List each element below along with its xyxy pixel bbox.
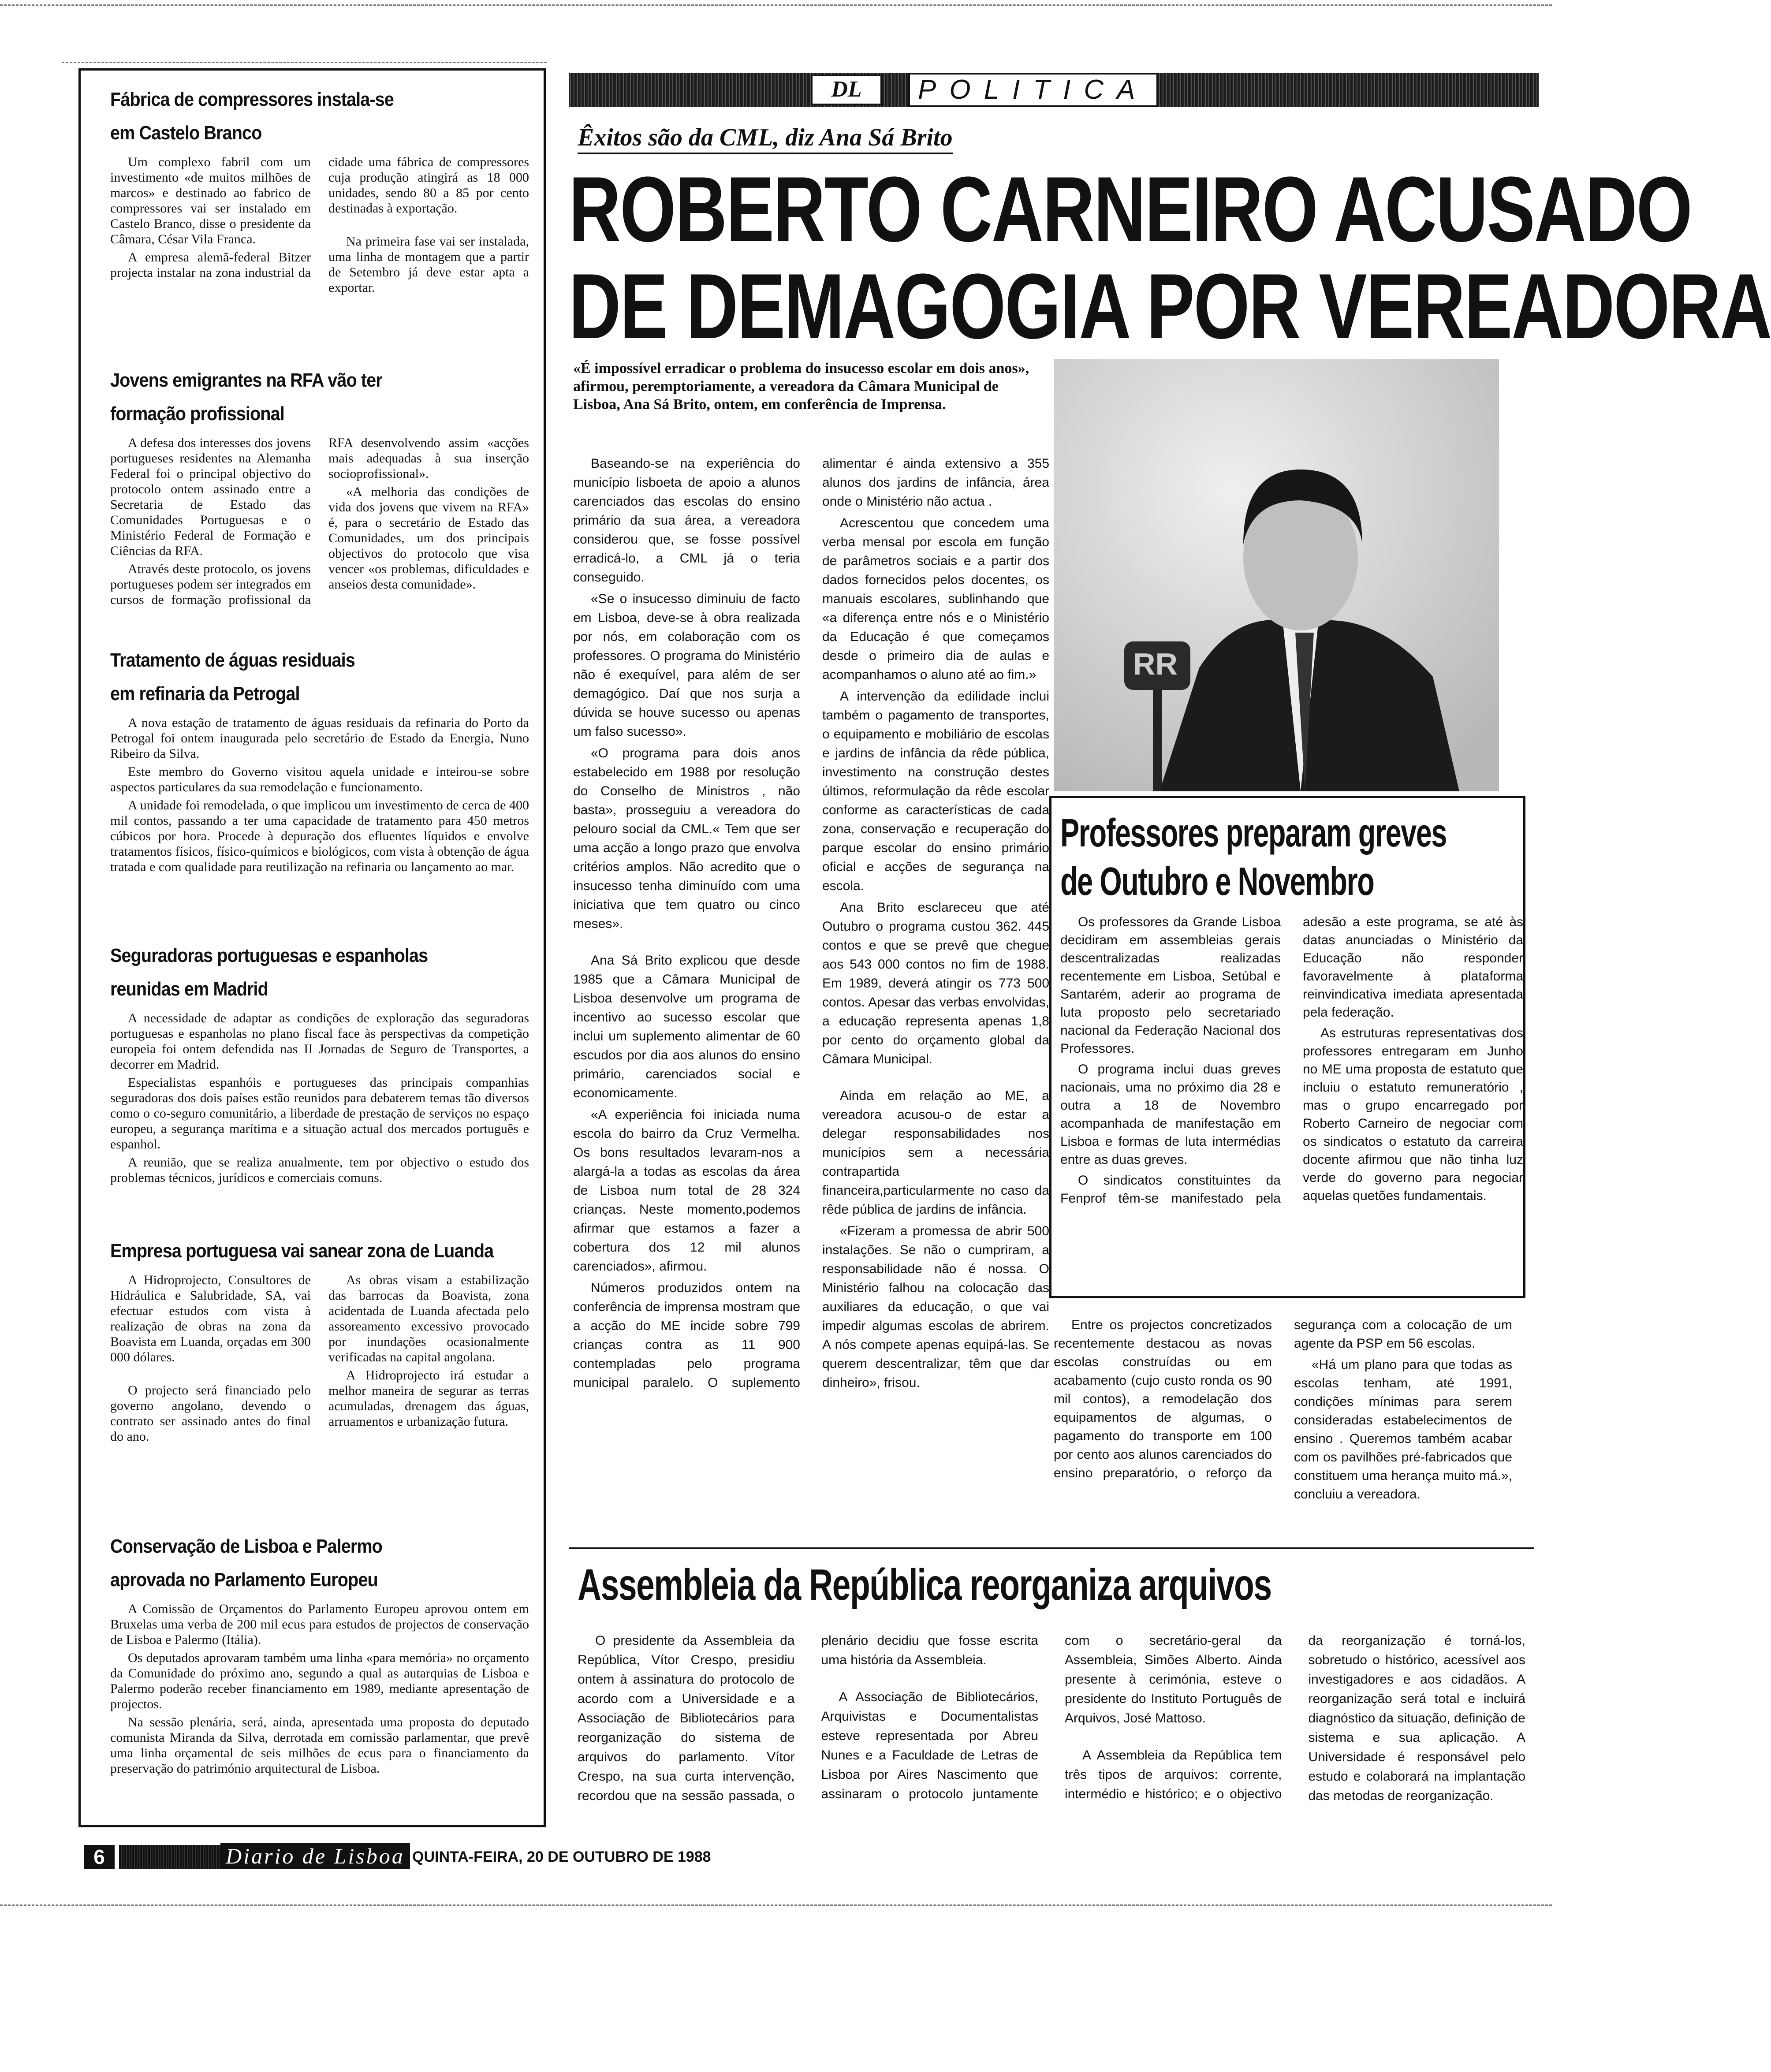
- scan-edge-bottom: [0, 1904, 1552, 1906]
- assembleia-rule: [569, 1547, 1534, 1549]
- paragraph: A Hidroprojecto, Consultores de Hidráulica e Salubridade, SA, vai efectuar estudos com vista à realização de obras na zona da Boavista em Luanda, orçadas em 300 000 dólares.: [110, 1273, 311, 1364]
- professores-story: [1060, 809, 1523, 1275]
- paragraph: Números produzidos ontem na conferência de imprensa mostram que a acção do ME incide sobre 799 crianças contra as 11 900 contempladas pelo programa municipal paralelo. O suplemento alimentar é ainda extensivo a 355 alunos dos jardins de infância, área onde o Ministério não actua .: [573, 456, 1049, 1390]
- paragraph: Os deputados aprovaram também uma linha «para memória» no orçamento da Comunidade do próximo ano, segundo a qual as autarquias de Lisboa e Palermo poderão receber financiamento em 1989, mediante apresentação de projectos.: [110, 1651, 529, 1711]
- paragraph: Ainda em relação ao ME, a vereadora acusou-o de estar a delegar responsabilidades nos municípios sem a necessária contrapartida financeira,particularmente no caso da rêde pública de jardins de infância.: [822, 1088, 1049, 1217]
- paragraph: O sindicatos constituintes da Fenprof têm-se manifestado pela adesão a este programa, se até às datas anunciadas o Ministério da Educação não responder favoravelmente à plataforma reinvindicativa imediata apresentada pela federação.: [1060, 915, 1523, 1206]
- brief-fabrica: [110, 78, 529, 339]
- main-headline-line1: ROBERTO CARNEIRO ACUSADO: [569, 157, 1692, 261]
- brief-body: [110, 1010, 529, 1185]
- date-line: QUINTA-FEIRA, 20 DE OUTUBRO DE 1988: [412, 1848, 711, 1865]
- paragraph: Na primeira fase vai ser instalada, uma linha de montagem que a partir de Setembro já deve estar apta a exportar.: [328, 234, 529, 295]
- paragraph: As estruturas representativas dos professores entregaram em Junho no ME uma proposta de estatuto que incluiu o estatuto remuneratório , mas o grupo encarregado por Roberto Carneiro de negociar com os sindicatos o estatuto da carreira docente afirmou que não tinha luz verde do governo para negociar aquelas quetões fundamentais.: [1303, 1026, 1523, 1203]
- paragraph: «Se o insucesso diminuiu de facto em Lisboa, deve-se à obra realizada por nós, em colaboração com os professores. O programa do Ministério não é exequível, para além de ser demagógico. Daí que nos surja a dúvida se houve sucesso ou apenas um falso sucesso».: [573, 592, 800, 739]
- main-story-body: [573, 454, 1049, 1530]
- brief-jovens: [110, 359, 529, 638]
- paragraph: A Associação de Bibliotecários, Arquivistas e Documentalistas esteve representada por Abreu Nunes e a Faculdade de Letras de Lisboa por Aires Nascimento que assinaram o protocolo juntamente com o secretário-geral da Assembleia, Simões Alberto. Ainda presente à cerimónia, esteve o presidente do Instituto Português de Arquivos, José Mattoso.: [821, 1633, 1282, 1801]
- svg-text:RR: RR: [1133, 647, 1178, 681]
- paragraph: A reunião, que se realiza anualmente, tem por objectivo o estudo dos problemas técnicos, jurídicos e comerciais comuns.: [110, 1155, 529, 1185]
- scan-edge-left-box: [62, 62, 547, 63]
- brief-headline: em Castelo Branco: [110, 122, 262, 144]
- photo-ana-sa-brito: [1054, 359, 1499, 791]
- brief-headline: aprovada no Parlamento Europeu: [110, 1569, 378, 1591]
- paragraph: A necessidade de adaptar as condições de exploração das seguradoras portuguesas e espanholas no plano fiscal face às perspectivas da competição europeia foi ontem defendida nas II Jornadas de Seguro de Transportes, a decorrer em Madrid.: [110, 1011, 529, 1072]
- brief-headline: em refinaria da Petrogal: [110, 683, 300, 704]
- brief-petrogal: [110, 639, 529, 875]
- professores-headline: de Outubro e Novembro: [1060, 860, 1374, 904]
- paragraph: Os professores da Grande Lisboa decidiram em assembleias gerais descentralizadas realizadas recentemente em Lisboa, Setúbal e Santarém, aderir ao programa de luta proposto pelo secretariado nacional da Federação Nacional dos Professores.: [1060, 915, 1281, 1056]
- paragraph: A Assembleia da República tem três tipos de arquivos: corrente, intermédio e histórico; e o objectivo da reorganização é torná-los, sobretudo o histórico, acessível aos investigadores e aos cidadãos. A reorganização será total e incluirá diagnóstico da situação, definição de sistema e sua aplicação. A Universidade é responsável pelo estudo e colaborará na implantação das metodas de reorganização.: [1065, 1633, 1525, 1803]
- paragraph: «A melhoria das condições de vida dos jovens que vivem na RFA» é, para o secretário de Estado das Comunidades, um dos principais objectivos do protocolo que visa vencer «os problemas, dificuldades e anseios desta comunidade».: [328, 484, 529, 592]
- brief-luanda: [110, 1230, 529, 1519]
- paragraph: «A experiência foi iniciada numa escola do bairro da Cruz Vermelha. Os bons resultados levaram-nos a alargá-la a todas as escolas da área de Lisboa num total de 28 324 crianças. Neste momento,podemos afirmar que estamos a fazer a cobertura dos 12 mil alunos carenciados», afirmou.: [573, 1107, 800, 1274]
- paragraph: A nova estação de tratamento de águas residuais da refinaria do Porto da Petrogal foi ontem inaugurada pelo secretário de Estado da Energia, Nuno Ribeiro da Silva.: [110, 716, 529, 761]
- paragraph: O projecto será financiado pelo governo angolano, devendo o contrato ser assinado antes do final do ano.: [110, 1383, 311, 1444]
- brief-headline: Seguradoras portuguesas e espanholas: [110, 945, 428, 966]
- assembleia-body: [578, 1631, 1525, 1834]
- paragraph: A defesa dos interesses dos jovens portugueses residentes na Alemanha Federal foi o principal objectivo do protocolo ontem assinado entre a Secretaria de Estado das Comunidades Portuguesas e o Ministério Federal de Formação e Ciências da RFA.: [110, 436, 311, 558]
- page-number: 6: [84, 1845, 115, 1869]
- main-story-continued: [1054, 1316, 1512, 1536]
- assembleia-headline: Assembleia da República reorganiza arquivos: [578, 1560, 1271, 1610]
- brief-headline: Fábrica de compressores instala-se: [110, 89, 394, 110]
- main-headline-line2: DE DEMAGOGIA POR VEREADORA: [569, 254, 1771, 358]
- paragraph: Baseando-se na experiência do município lisboeta de apoio a alunos carenciados das escolas do ensino primário da sua área, a vereadora considerou que, se fosse possível erradicá-lo, a CML já o teria conseguido.: [573, 456, 800, 585]
- main-lead: «É impossível erradicar o problema do insucesso escolar em dois anos», afirmou, peremptoriamente, a vereadora da Câmara Municipal de Lisboa, Ana Sá Brito, ontem, em conferência de Imprensa.: [573, 360, 1029, 413]
- professores-headline: Professores preparam greves: [1060, 811, 1447, 855]
- paragraph: «Fizeram a promessa de abrir 500 instalações. Se não o cumpriram, a responsabilidade não é nossa. O Ministério falhou na colocação das auxiliares da educação, o que vai impedir algumas escolas de abrirem. A nós compete apenas equipá-las. Se querem descentralizar, têm que dar dinheiro», frisou.: [822, 1224, 1049, 1390]
- brief-headline: Tratamento de águas residuais: [110, 649, 355, 671]
- paragraph: Através deste protocolo, os jovens portugueses podem ser integrados em cursos de formação profissional da RFA desenvolvendo assim «acções mais adequadas à sua inserção socioprofissional».: [110, 436, 529, 607]
- paragraph: A Hidroprojecto irá estudar a melhor maneira de segurar as terras acumuladas, drenagem das águas, arruamentos e urbanização futura.: [328, 1368, 529, 1429]
- paragraph: A unidade foi remodelada, o que implicou um investimento de cerca de 400 mil contos, passando a ter uma capacidade de tratamento para 450 metros cúbicos por hora. Procede à depuração dos efluentes líquidos e envolve tratamentos físicos, físico-químicos e biológicos, com vista à obtenção de água tratada e com qualidade para reutilização na refinaria ou lançamento ao mar.: [110, 798, 529, 874]
- section-title: POLITICA: [908, 73, 1158, 107]
- footer-logo: Diario de Lisboa: [220, 1843, 410, 1869]
- brief-body: [110, 1272, 529, 1519]
- paragraph: A Comissão de Orçamentos do Parlamento Europeu aprovou ontem em Bruxelas uma verba de 200 mil ecus para estudos de projectos de conservação de Lisboa e Palermo (Itália).: [110, 1602, 529, 1647]
- brief-headline: reunidas em Madrid: [110, 978, 268, 1000]
- paragraph: A empresa alemã-federal Bitzer projecta instalar na zona industrial da cidade uma fábrica de compressores cuja produção atingirá as 18 000 unidades, sendo 80 a 85 por cento destinadas à exportação.: [110, 155, 529, 280]
- brief-headline: Empresa portuguesa vai sanear zona de Luanda: [110, 1240, 494, 1262]
- brief-headline: formação profissional: [110, 403, 284, 425]
- paragraph: Entre os projectos concretizados recentemente destacou as novas escolas construídas ou em acabamento (cujo custo ronda os 90 mil contos), a remodelação dos equipamentos de algumas, o pagamento do transporte em 100 por cento aos alunos carenciados do ensino preparatório, o reforço da segurança com a colocação de um agente da PSP em 56 escolas.: [1054, 1318, 1512, 1480]
- paragraph: «Há um plano para que todas as escolas tenham, até 1991, condições mínimas para serem consideradas estabelecimentos de ensino . Queremos também acabar com os pavilhões pré-fabricados que constituem uma herança muito má.», concluiu a vereadora.: [1294, 1357, 1512, 1502]
- dl-logo: DL: [811, 75, 882, 105]
- brief-body: [110, 715, 529, 875]
- brief-body: [110, 154, 529, 339]
- professores-body: [1060, 913, 1523, 1275]
- brief-body: [110, 435, 529, 638]
- scan-edge-top: [0, 4, 1552, 6]
- brief-conservacao: [110, 1525, 529, 1776]
- brief-headline: Jovens emigrantes na RFA vão ter: [110, 369, 382, 391]
- paragraph: Acrescentou que concedem uma verba mensal por escola em função de parâmetros sociais e a partir dos dados fornecidos pelos docentes, os manuais escolares, sublinhando que «a diferença entre nós e o Ministério da Educação é que começamos desde o primeiro dia de aulas e acompanhamos o aluno até ao fim.»: [822, 516, 1049, 682]
- paragraph: Este membro do Governo visitou aquela unidade e inteirou-se sobre aspectos particulares da sua remodelação e funcionamento.: [110, 764, 529, 794]
- paragraph: As obras visam a estabilização das barrocas da Boavista, zona acidentada de Luanda afectada pelo assoreamento excessivo provocado por inundações ocasionalmente verificadas na capital angolana.: [328, 1273, 529, 1364]
- paragraph: Ana Sá Brito explicou que desde 1985 que a Câmara Municipal de Lisboa desenvolve um programa de incentivo ao sucesso escolar que inclui um suplemento alimentar de 60 escudos por dia aos alunos do ensino primário, carenciados social e economicamente.: [573, 953, 800, 1100]
- paragraph: Ana Brito esclareceu que até Outubro o programa custou 362. 445 contos e que se prevê que chegue aos 543 000 contos no fim de 1988. Em 1989, deverá atingir os 773 500 contos. Apesar das verbas envolvidas, a educação representa apenas 1,8 por cento do orçamento global da Câmara Municipal.: [822, 900, 1049, 1066]
- brief-headline: Conservação de Lisboa e Palermo: [110, 1535, 382, 1557]
- paragraph: O presidente da Assembleia da República, Vítor Crespo, presidiu ontem à assinatura do protocolo de acordo com a Universidade e a Associação de Bibliotecários para reorganização do sistema de arquivos do parlamento. Vítor Crespo, na sua curta intervenção, recordou que na sessão passada, o plenário decidiu que fosse escrita uma história da Assembleia.: [578, 1633, 1038, 1803]
- paragraph: Especialistas espanhóis e portugueses das principais companhias seguradoras dos dois países estão reunidos para debaterem temas tão diversos como o co-seguro comunitário, a liberdade de prestação de serviços no espaço europeu, a segurança marítima e a situação actual dos mercados português e espanhol.: [110, 1075, 529, 1152]
- paragraph: Na sessão plenária, será, ainda, apresentada uma proposta do deputado comunista Miranda da Silva, derrotada em comissão parlamentar, que prevê uma linha orçamental de seis milhões de ecus para o financiamento da preservação do património arquitectural de Lisboa.: [110, 1715, 529, 1776]
- kicker: Êxitos são da CML, diz Ana Sá Brito: [578, 123, 953, 154]
- paragraph: Um complexo fabril com um investimento «de muitos milhões de marcos» e destinado ao fabrico de compressores vai ser instalado em Castelo Branco, disse o presidente da Câmara, César Vila Franca.: [110, 155, 311, 246]
- brief-body: [110, 1601, 529, 1776]
- brief-seguradoras: [110, 935, 529, 1185]
- paragraph: «O programa para dois anos estabelecido em 1988 por resolução do Conselho de Ministros , não basta», prosseguiu a vereadora do pelouro social da CML.« Tem que ser uma acção a longo prazo que envolva critérios amplos. Não acredito que o insucesso tenha diminuído com uma iniciativa que tem quatro ou cinco meses».: [573, 746, 800, 931]
- paragraph: A intervenção da edilidade inclui também o pagamento de transportes, o equipamento e mobiliário de escolas e jardins de infância da rêde pública, investimento na construção destes últimos, reformulação da rêde escolar conforme as características de cada zona, conservação e recuperação do parque escolar do ensino primário oficial e acções de segurança na escola.: [822, 689, 1049, 893]
- photo-illustration: [1054, 359, 1499, 791]
- paragraph: O programa inclui duas greves nacionais, uma no próximo dia 28 e outra a 18 de Novembro acompanhada de manifestação em Lisboa e formas de luta intermédias entre as duas greves.: [1060, 1062, 1281, 1167]
- section-label: [908, 73, 1158, 107]
